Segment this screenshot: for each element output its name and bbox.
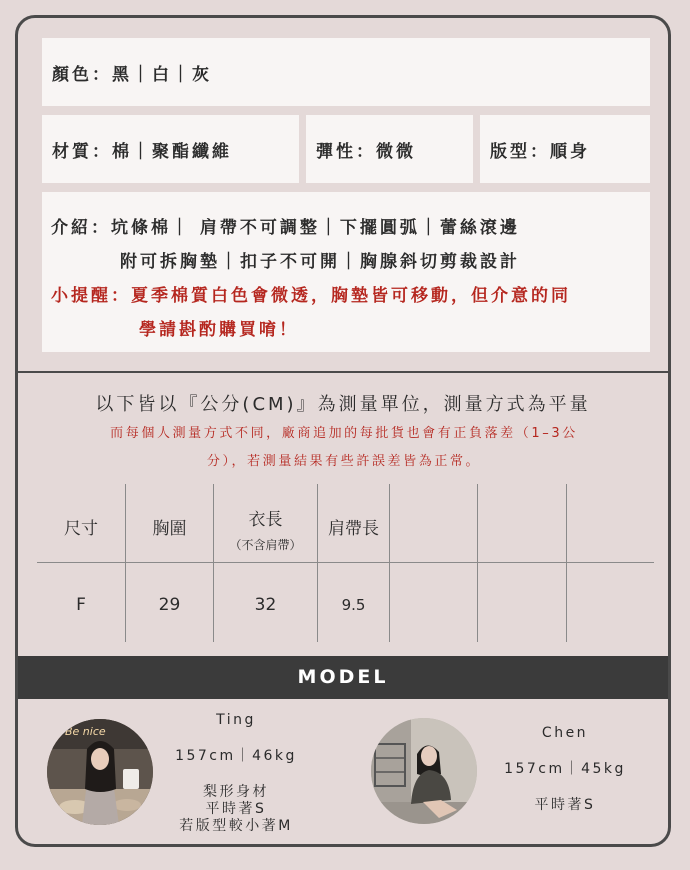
row-strap: 9.5 xyxy=(341,596,366,614)
fit-attribute: 版型：順身 xyxy=(490,142,590,162)
table-divider xyxy=(37,562,654,563)
row-chest: 29 xyxy=(158,595,181,615)
product-info-card xyxy=(15,15,671,847)
row-length: 32 xyxy=(254,595,277,615)
reminder-line-2: 學請斟酌購買唷！ xyxy=(139,320,299,340)
measurement-note-1: 而每個人測量方式不同，廠商追加的每批貨也會有正負落差（1–3公 xyxy=(110,426,578,441)
model-note-chen-1: 平時著S xyxy=(534,797,596,813)
model-photo-ting xyxy=(47,719,153,825)
elasticity-box xyxy=(306,115,473,183)
header-strap: 肩帶長 xyxy=(328,519,379,539)
reminder-line-1: 小提醒：夏季棉質白色會微透，胸墊皆可移動，但介意的同 xyxy=(51,286,571,306)
elasticity-attribute: 彈性：微微 xyxy=(316,142,416,162)
fit-box xyxy=(480,115,650,183)
intro-line-2: 附可拆胸墊｜扣子不可開｜胸腺斜切剪裁設計 xyxy=(120,252,520,272)
table-column-line xyxy=(389,484,390,642)
table-column-line xyxy=(125,484,126,642)
model-name-chen: Chen xyxy=(541,725,589,741)
header-length: 衣長 xyxy=(248,510,283,530)
intro-box xyxy=(42,192,650,352)
table-column-line xyxy=(317,484,318,642)
intro-line-1: 介紹：坑條棉｜ 肩帶不可調整｜下擺圓弧｜蕾絲滾邊 xyxy=(51,218,520,238)
model-stats-ting: 157cm｜46kg xyxy=(175,748,297,764)
table-column-line xyxy=(566,484,567,642)
measurement-title: 以下皆以『公分(CM)』為測量單位，測量方式為平量 xyxy=(95,394,591,415)
row-size: F xyxy=(76,595,86,615)
model-photo-chen xyxy=(371,718,477,824)
neon-sign: Be nice xyxy=(65,725,106,738)
color-attribute: 顏色：黑｜白｜灰 xyxy=(52,65,212,85)
header-length-note: （不含肩帶） xyxy=(229,538,302,552)
model-note-ting-3: 若版型較小著M xyxy=(179,818,293,834)
model-heading: MODEL xyxy=(18,656,668,699)
model-photo-chen-illustration xyxy=(371,718,477,824)
model-stats-chen: 157cm｜45kg xyxy=(504,761,626,777)
model-photo-ting-illustration xyxy=(47,719,153,825)
model-name-ting: Ting xyxy=(216,712,256,728)
measurement-note-2: 分），若測量結果有些許誤差皆為正常。 xyxy=(206,454,482,469)
model-note-ting-1: 梨形身材 xyxy=(203,784,269,800)
material-box xyxy=(42,115,299,183)
header-size: 尺寸 xyxy=(64,519,98,539)
table-column-line xyxy=(477,484,478,642)
color-box xyxy=(42,38,650,106)
material-attribute: 材質：棉｜聚酯纖維 xyxy=(52,142,232,162)
model-note-ting-2: 平時著S xyxy=(205,801,267,817)
section-divider xyxy=(18,371,668,373)
header-chest: 胸圍 xyxy=(152,519,187,539)
